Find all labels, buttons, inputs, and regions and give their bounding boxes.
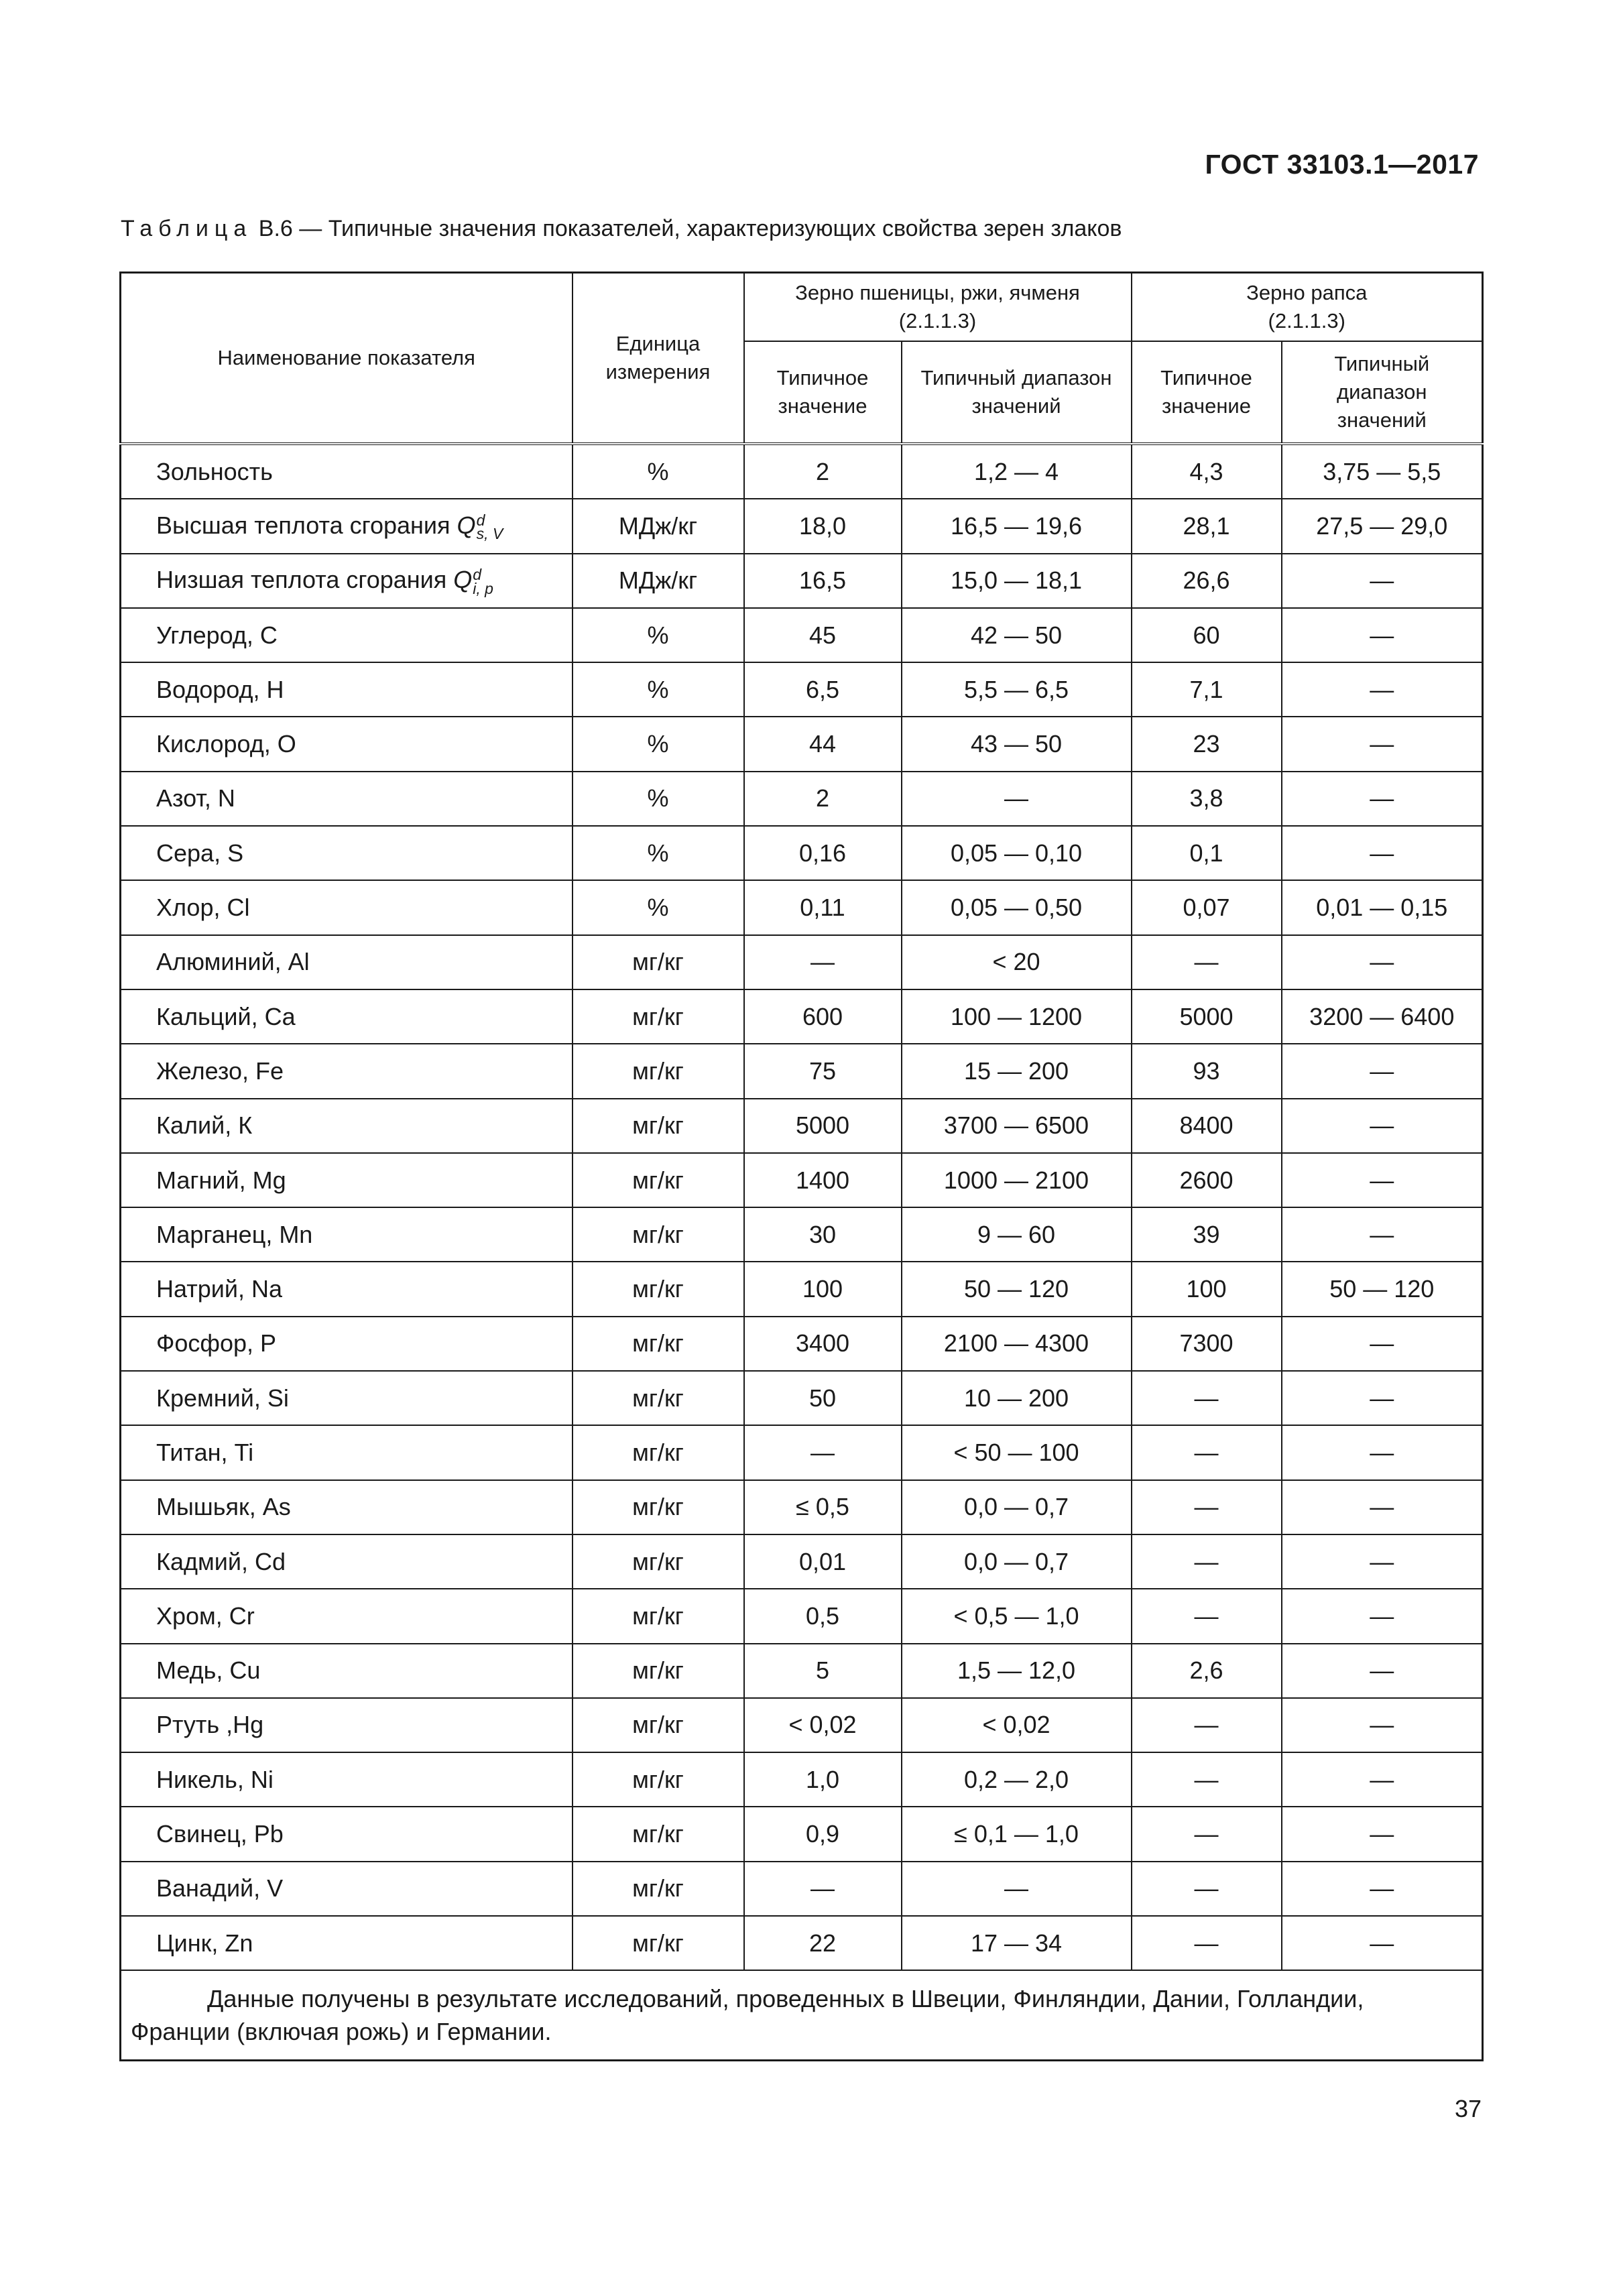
table-body — [121, 444, 1483, 1970]
wheat-typical-cell: 5 — [744, 1644, 902, 1698]
indicator-name-cell — [121, 554, 573, 608]
rapeseed-range-cell: — — [1282, 1752, 1483, 1807]
column-header-range: Типичный диапазон значений — [902, 341, 1132, 444]
rapeseed-typical-cell: 100 — [1132, 1262, 1282, 1316]
table-row — [121, 1534, 1483, 1589]
table-row — [121, 1862, 1483, 1916]
unit-cell: % — [573, 444, 744, 499]
document-code: ГОСТ 33103.1—2017 — [1205, 149, 1479, 180]
wheat-range-cell: < 50 — 100 — [902, 1425, 1132, 1479]
indicator-name-cell — [121, 608, 573, 662]
indicator-name: Хром, Cr — [156, 1602, 255, 1630]
unit-cell: мг/кг — [573, 1262, 744, 1316]
table-row — [121, 1480, 1483, 1534]
rapeseed-range-cell: 0,01 — 0,15 — [1282, 880, 1483, 934]
unit-cell: мг/кг — [573, 1644, 744, 1698]
indicator-name: Фосфор, Р — [156, 1329, 277, 1357]
table-row — [121, 662, 1483, 717]
indicator-name-cell — [121, 1480, 573, 1534]
unit-cell: мг/кг — [573, 1916, 744, 1970]
table-row — [121, 1317, 1483, 1371]
rapeseed-typical-cell: — — [1132, 1425, 1282, 1479]
wheat-typical-cell: 18,0 — [744, 499, 902, 553]
indicator-name: Хлор, Cl — [156, 894, 250, 922]
indicator-name: Водород, Н — [156, 675, 284, 703]
unit-cell: мг/кг — [573, 1480, 744, 1534]
wheat-typical-cell: 2 — [744, 444, 902, 499]
rapeseed-typical-cell: 4,3 — [1132, 444, 1282, 499]
column-header-unit: Единица измерения — [573, 273, 744, 444]
table-row — [121, 1044, 1483, 1098]
column-header-range: Типичный диапазон значений — [1282, 341, 1483, 444]
indicator-name: Кадмий, Cd — [156, 1547, 286, 1575]
wheat-range-cell: 0,0 — 0,7 — [902, 1480, 1132, 1534]
unit-cell: мг/кг — [573, 1752, 744, 1807]
unit-cell: мг/кг — [573, 1425, 744, 1479]
wheat-range-cell: 2100 — 4300 — [902, 1317, 1132, 1371]
symbol-superscript: d — [476, 511, 485, 529]
indicator-name: Азот, N — [156, 784, 235, 812]
rapeseed-range-cell: 3200 — 6400 — [1282, 989, 1483, 1044]
wheat-range-cell: 0,05 — 0,10 — [902, 826, 1132, 880]
rapeseed-typical-cell: 7,1 — [1132, 662, 1282, 717]
wheat-typical-cell: 44 — [744, 717, 902, 771]
rapeseed-typical-cell: 26,6 — [1132, 554, 1282, 608]
indicator-name: Натрий, Na — [156, 1275, 282, 1303]
wheat-typical-cell: 45 — [744, 608, 902, 662]
indicator-name-cell — [121, 499, 573, 553]
rapeseed-range-cell: — — [1282, 608, 1483, 662]
rapeseed-range-cell: — — [1282, 1534, 1483, 1589]
table-row — [121, 1425, 1483, 1479]
unit-cell: мг/кг — [573, 1589, 744, 1643]
rapeseed-typical-cell: 3,8 — [1132, 772, 1282, 826]
rapeseed-typical-cell: 39 — [1132, 1207, 1282, 1262]
rapeseed-typical-cell: 0,1 — [1132, 826, 1282, 880]
wheat-typical-cell: 600 — [744, 989, 902, 1044]
wheat-typical-cell: — — [744, 1862, 902, 1916]
wheat-typical-cell: 22 — [744, 1916, 902, 1970]
indicator-symbol — [457, 511, 503, 543]
rapeseed-range-cell: — — [1282, 717, 1483, 771]
table-row — [121, 826, 1483, 880]
indicator-name-cell — [121, 1317, 573, 1371]
wheat-typical-cell: 5000 — [744, 1099, 902, 1153]
rapeseed-range-cell: — — [1282, 1807, 1483, 1861]
indicator-name: Алюминий, Al — [156, 948, 310, 976]
rapeseed-typical-cell: 7300 — [1132, 1317, 1282, 1371]
rapeseed-typical-cell: — — [1132, 1752, 1282, 1807]
wheat-typical-cell: 0,5 — [744, 1589, 902, 1643]
wheat-typical-cell: 50 — [744, 1371, 902, 1425]
indicator-name: Кремний, Si — [156, 1384, 289, 1412]
symbol-base: Q — [457, 511, 476, 539]
indicator-name-cell — [121, 1207, 573, 1262]
wheat-typical-cell: 1,0 — [744, 1752, 902, 1807]
indicator-name: Высшая теплота сгорания — [156, 511, 450, 539]
table-row — [121, 935, 1483, 989]
table-row — [121, 1916, 1483, 1970]
indicator-name: Сера, S — [156, 839, 244, 867]
unit-cell: мг/кг — [573, 1807, 744, 1861]
rapeseed-typical-cell: 60 — [1132, 608, 1282, 662]
rapeseed-typical-cell: — — [1132, 1480, 1282, 1534]
indicator-name: Марганец, Mn — [156, 1220, 313, 1248]
unit-cell: мг/кг — [573, 1371, 744, 1425]
rapeseed-range-cell: — — [1282, 1044, 1483, 1098]
symbol-subscript: i, p — [473, 579, 493, 597]
rapeseed-typical-cell: 28,1 — [1132, 499, 1282, 553]
table-row — [121, 1371, 1483, 1425]
wheat-typical-cell: 3400 — [744, 1317, 902, 1371]
wheat-range-cell: 3700 — 6500 — [902, 1099, 1132, 1153]
column-header-typical: Типичное значение — [1132, 341, 1282, 444]
indicator-name-cell — [121, 1262, 573, 1316]
rapeseed-range-cell: — — [1282, 1425, 1483, 1479]
unit-cell: мг/кг — [573, 1534, 744, 1589]
rapeseed-typical-cell: — — [1132, 1589, 1282, 1643]
table-row — [121, 1099, 1483, 1153]
unit-cell: мг/кг — [573, 1698, 744, 1752]
indicator-name: Зольность — [156, 457, 273, 485]
indicator-name: Ртуть ,Hg — [156, 1711, 264, 1739]
indicator-name-cell — [121, 1752, 573, 1807]
wheat-range-cell: 17 — 34 — [902, 1916, 1132, 1970]
indicator-name: Мышьяк, As — [156, 1493, 291, 1521]
indicator-name-cell — [121, 1371, 573, 1425]
wheat-range-cell: — — [902, 772, 1132, 826]
wheat-range-cell: 1,5 — 12,0 — [902, 1644, 1132, 1698]
rapeseed-typical-cell: 2600 — [1132, 1153, 1282, 1207]
wheat-range-cell: 1,2 — 4 — [902, 444, 1132, 499]
wheat-range-cell: 50 — 120 — [902, 1262, 1132, 1316]
indicator-name-cell — [121, 989, 573, 1044]
wheat-range-cell: 10 — 200 — [902, 1371, 1132, 1425]
wheat-range-cell: 5,5 — 6,5 — [902, 662, 1132, 717]
unit-cell: МДж/кг — [573, 554, 744, 608]
rapeseed-range-cell: — — [1282, 1480, 1483, 1534]
unit-cell: мг/кг — [573, 1153, 744, 1207]
indicator-name: Цинк, Zn — [156, 1929, 253, 1957]
wheat-typical-cell: 16,5 — [744, 554, 902, 608]
indicator-name: Низшая теплота сгорания — [156, 566, 447, 594]
wheat-typical-cell: — — [744, 1425, 902, 1479]
rapeseed-range-cell: — — [1282, 1099, 1483, 1153]
rapeseed-typical-cell: 93 — [1132, 1044, 1282, 1098]
wheat-range-cell: 15,0 — 18,1 — [902, 554, 1132, 608]
rapeseed-typical-cell: 23 — [1132, 717, 1282, 771]
table-row — [121, 880, 1483, 934]
table-row — [121, 554, 1483, 608]
wheat-typical-cell: 0,01 — [744, 1534, 902, 1589]
indicator-name: Титан, Ti — [156, 1438, 254, 1466]
rapeseed-range-cell: — — [1282, 1317, 1483, 1371]
wheat-typical-cell: 6,5 — [744, 662, 902, 717]
table-row — [121, 1807, 1483, 1861]
column-header-wheat-group: Зерно пшеницы, ржи, ячменя (2.1.1.3) — [744, 273, 1132, 342]
wheat-range-cell: < 0,02 — [902, 1698, 1132, 1752]
unit-cell: % — [573, 826, 744, 880]
table-note: Данные получены в результате исследований, проведенных в Швеции, Финляндии, Дании, Голландии, Франции (включая рожь) и Германии. — [131, 1985, 1364, 2045]
indicator-name: Свинец, Pb — [156, 1820, 284, 1848]
rapeseed-typical-cell: — — [1132, 1371, 1282, 1425]
column-header-rapeseed-group: Зерно рапса (2.1.1.3) — [1132, 273, 1483, 342]
rapeseed-range-cell: — — [1282, 772, 1483, 826]
table-row — [121, 1153, 1483, 1207]
indicator-name-cell — [121, 1644, 573, 1698]
wheat-typical-cell: < 0,02 — [744, 1698, 902, 1752]
indicator-name: Никель, Ni — [156, 1765, 274, 1793]
indicator-name-cell — [121, 772, 573, 826]
unit-cell: мг/кг — [573, 1317, 744, 1371]
indicator-name: Ванадий, V — [156, 1874, 284, 1902]
unit-cell: % — [573, 880, 744, 934]
indicator-name: Кислород, О — [156, 730, 296, 758]
rapeseed-range-cell: — — [1282, 1862, 1483, 1916]
rapeseed-range-cell: — — [1282, 1644, 1483, 1698]
indicator-name-cell — [121, 1534, 573, 1589]
indicator-name: Углерод, С — [156, 621, 278, 649]
table-row — [121, 1589, 1483, 1643]
indicator-name-cell — [121, 1044, 573, 1098]
table-row — [121, 608, 1483, 662]
table-row — [121, 1207, 1483, 1262]
indicator-name-cell — [121, 1099, 573, 1153]
rapeseed-typical-cell: 2,6 — [1132, 1644, 1282, 1698]
wheat-range-cell: 16,5 — 19,6 — [902, 499, 1132, 553]
symbol-superscript: d — [473, 565, 482, 583]
indicator-name-cell — [121, 935, 573, 989]
rapeseed-range-cell: 50 — 120 — [1282, 1262, 1483, 1316]
table-row — [121, 499, 1483, 553]
rapeseed-range-cell: — — [1282, 1698, 1483, 1752]
indicator-name: Медь, Cu — [156, 1656, 261, 1685]
unit-cell: % — [573, 717, 744, 771]
rapeseed-typical-cell: 8400 — [1132, 1099, 1282, 1153]
column-header-typical: Типичное значение — [744, 341, 902, 444]
unit-cell: % — [573, 662, 744, 717]
indicator-name-cell — [121, 444, 573, 499]
wheat-typical-cell: 1400 — [744, 1153, 902, 1207]
indicator-name-cell — [121, 1589, 573, 1643]
wheat-range-cell: ≤ 0,1 — 1,0 — [902, 1807, 1132, 1861]
wheat-range-cell: < 20 — [902, 935, 1132, 989]
caption-text: В.6 — Типичные значения показателей, характеризующих свойства зерен злаков — [258, 216, 1122, 241]
rapeseed-typical-cell: — — [1132, 1916, 1282, 1970]
rapeseed-typical-cell: — — [1132, 935, 1282, 989]
symbol-base: Q — [453, 566, 473, 594]
properties-table — [119, 271, 1484, 2061]
wheat-typical-cell: 2 — [744, 772, 902, 826]
indicator-name: Калий, К — [156, 1111, 253, 1140]
indicator-name-cell — [121, 826, 573, 880]
unit-cell: % — [573, 772, 744, 826]
wheat-range-cell: — — [902, 1862, 1132, 1916]
caption-label: Таблица — [121, 216, 253, 241]
rapeseed-typical-cell: — — [1132, 1862, 1282, 1916]
rapeseed-range-cell: — — [1282, 662, 1483, 717]
indicator-name-cell — [121, 1425, 573, 1479]
wheat-typical-cell: 30 — [744, 1207, 902, 1262]
unit-cell: мг/кг — [573, 1044, 744, 1098]
wheat-range-cell: 42 — 50 — [902, 608, 1132, 662]
indicator-name-cell — [121, 1862, 573, 1916]
wheat-range-cell: 100 — 1200 — [902, 989, 1132, 1044]
unit-cell: мг/кг — [573, 1099, 744, 1153]
rapeseed-range-cell: — — [1282, 826, 1483, 880]
indicator-name-cell — [121, 1153, 573, 1207]
wheat-range-cell: 0,0 — 0,7 — [902, 1534, 1132, 1589]
wheat-typical-cell: ≤ 0,5 — [744, 1480, 902, 1534]
table-row — [121, 1698, 1483, 1752]
wheat-typical-cell: 0,9 — [744, 1807, 902, 1861]
indicator-name-cell — [121, 662, 573, 717]
rapeseed-typical-cell: — — [1132, 1698, 1282, 1752]
wheat-typical-cell: — — [744, 935, 902, 989]
wheat-range-cell: < 0,5 — 1,0 — [902, 1589, 1132, 1643]
wheat-typical-cell: 0,16 — [744, 826, 902, 880]
rapeseed-range-cell: — — [1282, 554, 1483, 608]
unit-cell: мг/кг — [573, 1862, 744, 1916]
wheat-typical-cell: 75 — [744, 1044, 902, 1098]
wheat-range-cell: 9 — 60 — [902, 1207, 1132, 1262]
indicator-name: Магний, Mg — [156, 1166, 286, 1194]
wheat-range-cell: 15 — 200 — [902, 1044, 1132, 1098]
table-row — [121, 1262, 1483, 1316]
rapeseed-range-cell: 27,5 — 29,0 — [1282, 499, 1483, 553]
rapeseed-typical-cell: 5000 — [1132, 989, 1282, 1044]
rapeseed-typical-cell: — — [1132, 1807, 1282, 1861]
unit-cell: мг/кг — [573, 935, 744, 989]
rapeseed-typical-cell: — — [1132, 1534, 1282, 1589]
rapeseed-range-cell: — — [1282, 1207, 1483, 1262]
rapeseed-range-cell: 3,75 — 5,5 — [1282, 444, 1483, 499]
wheat-range-cell: 1000 — 2100 — [902, 1153, 1132, 1207]
symbol-subscript: s, V — [476, 525, 503, 543]
table-row — [121, 989, 1483, 1044]
indicator-name: Железо, Fe — [156, 1056, 284, 1085]
table-row — [121, 444, 1483, 499]
wheat-range-cell: 0,05 — 0,50 — [902, 880, 1132, 934]
wheat-range-cell: 43 — 50 — [902, 717, 1132, 771]
indicator-name-cell — [121, 1698, 573, 1752]
indicator-name-cell — [121, 717, 573, 771]
wheat-range-cell: 0,2 — 2,0 — [902, 1752, 1132, 1807]
indicator-symbol — [453, 565, 493, 597]
rapeseed-range-cell: — — [1282, 1589, 1483, 1643]
rapeseed-range-cell: — — [1282, 1916, 1483, 1970]
rapeseed-typical-cell: 0,07 — [1132, 880, 1282, 934]
wheat-typical-cell: 100 — [744, 1262, 902, 1316]
indicator-name-cell — [121, 880, 573, 934]
rapeseed-range-cell: — — [1282, 1371, 1483, 1425]
table-row — [121, 717, 1483, 771]
indicator-name: Кальций, Ca — [156, 1002, 296, 1030]
unit-cell: % — [573, 608, 744, 662]
column-header-name: Наименование показателя — [121, 273, 573, 444]
page-number: 37 — [1454, 2095, 1482, 2122]
table-note-cell — [121, 1970, 1483, 2060]
indicator-name-cell — [121, 1807, 573, 1861]
unit-cell: МДж/кг — [573, 499, 744, 553]
table-caption — [121, 216, 1122, 242]
indicator-name-cell — [121, 1916, 573, 1970]
rapeseed-range-cell: — — [1282, 1153, 1483, 1207]
table-row — [121, 1752, 1483, 1807]
unit-cell: мг/кг — [573, 989, 744, 1044]
table-row — [121, 1644, 1483, 1698]
unit-cell: мг/кг — [573, 1207, 744, 1262]
rapeseed-range-cell: — — [1282, 935, 1483, 989]
table-row — [121, 772, 1483, 826]
wheat-typical-cell: 0,11 — [744, 880, 902, 934]
